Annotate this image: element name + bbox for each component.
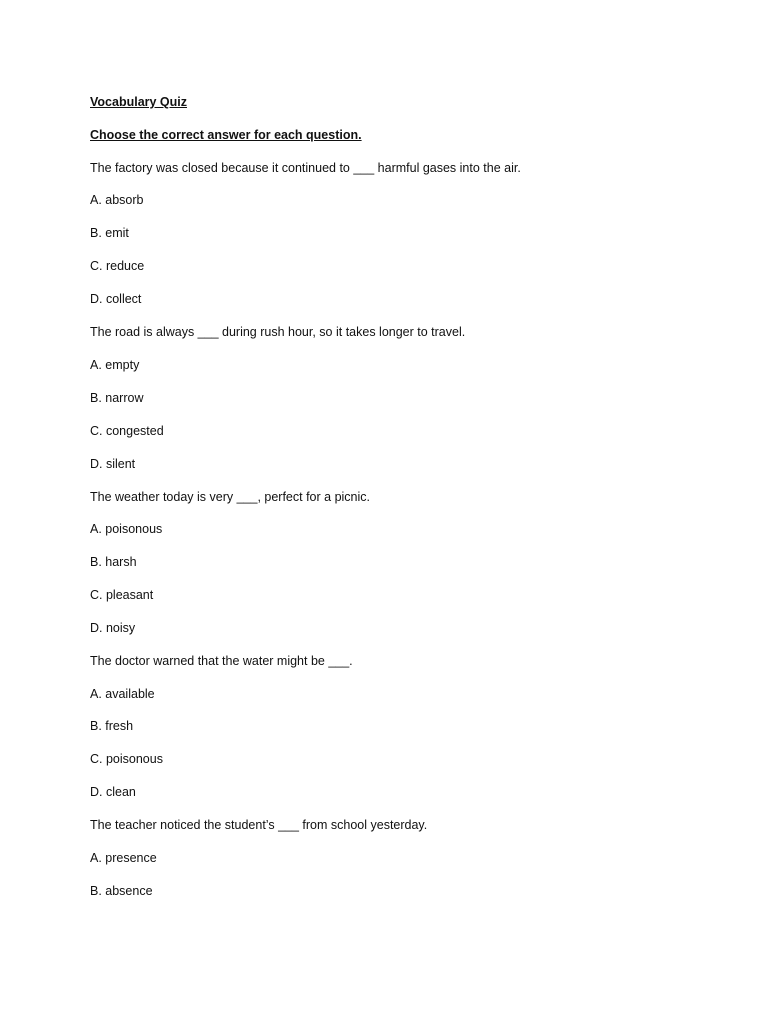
question-prompt: The doctor warned that the water might be ___.: [90, 654, 353, 668]
answer-option: A. empty: [90, 358, 140, 372]
question-prompt: The teacher noticed the student’s ___ from school yesterday.: [90, 818, 428, 832]
answer-option: B. harsh: [90, 555, 137, 569]
answer-option: B. fresh: [90, 719, 134, 733]
question-prompt: The road is always ___ during rush hour, so it takes longer to travel.: [90, 325, 466, 339]
question-prompt: The weather today is very ___, perfect for a picnic.: [90, 490, 370, 504]
answer-option: D. noisy: [90, 621, 136, 635]
answer-option: C. poisonous: [90, 752, 163, 766]
answer-option: A. absorb: [90, 193, 144, 207]
answer-option: A. poisonous: [90, 522, 163, 536]
answer-option: B. absence: [90, 884, 153, 898]
answer-option: B. narrow: [90, 391, 144, 405]
answer-option: B. emit: [90, 226, 129, 240]
quiz-instructions: Choose the correct answer for each question.: [90, 128, 362, 142]
answer-option: C. pleasant: [90, 588, 154, 602]
answer-option: D. silent: [90, 457, 136, 471]
question-prompt: The factory was closed because it continued to ___ harmful gases into the air.: [90, 161, 521, 175]
answer-option: A. available: [90, 687, 155, 701]
answer-option: D. collect: [90, 292, 142, 306]
quiz-title: Vocabulary Quiz: [90, 95, 188, 109]
answer-option: D. clean: [90, 785, 136, 799]
answer-option: C. congested: [90, 424, 164, 438]
answer-option: C. reduce: [90, 259, 145, 273]
answer-option: A. presence: [90, 851, 157, 865]
